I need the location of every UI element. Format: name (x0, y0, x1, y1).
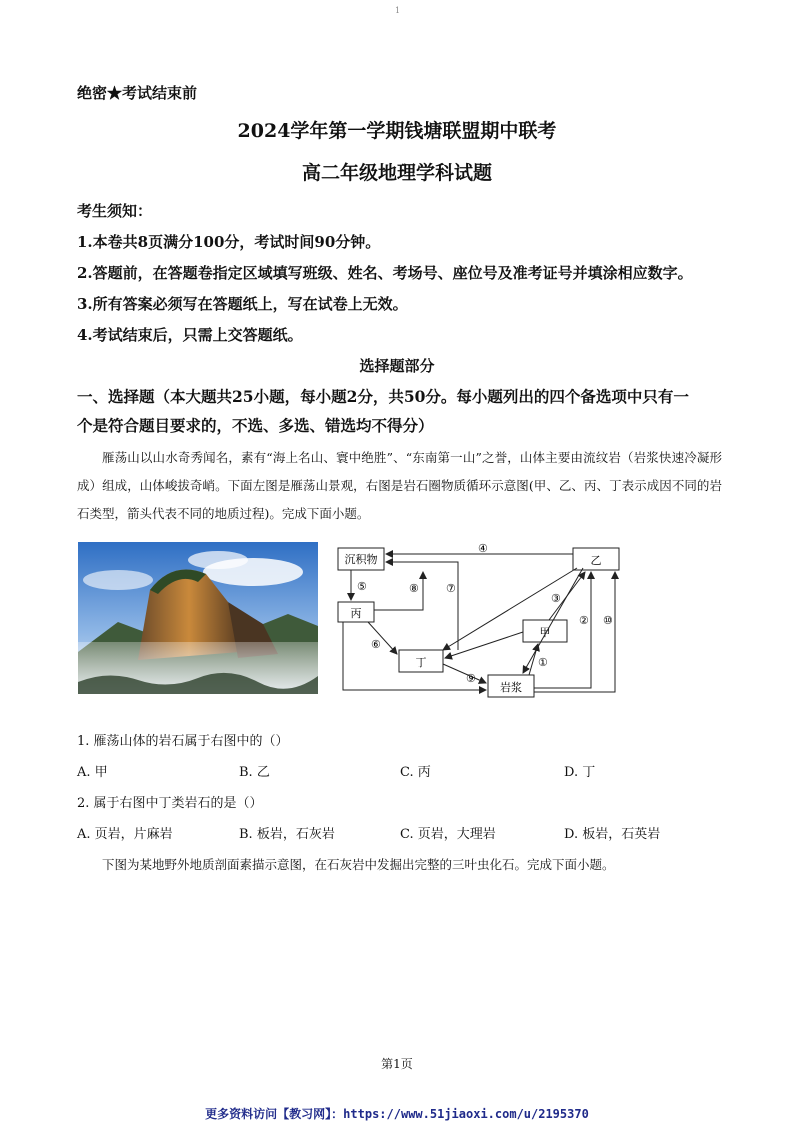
question-1-stem: 1. 雁荡山体的岩石属于右图中的（） (77, 734, 289, 749)
q1-option-a[interactable]: A. 甲 (77, 765, 108, 780)
notice-item: 2.答题前，在答题卷指定区域填写班级、姓名、考场号、座位号及准考证号并填涂相应数字。 (77, 264, 693, 282)
notice-item: 4.考试结束后，只需上交答题纸。 (77, 326, 303, 344)
exam-title: 2024学年第一学期钱塘联盟期中联考 (237, 120, 557, 142)
arrow-label-6: ⑥ (371, 638, 381, 651)
section-heading-line2: 个是符合题目要求的，不选、多选、错选均不得分） (77, 416, 434, 435)
arrow-label-5: ⑤ (357, 580, 367, 593)
arrow-label-10: ⑩ (603, 614, 613, 627)
arrow-label-7: ⑦ (446, 582, 456, 595)
arrow-label-9: ⑨ (466, 672, 476, 685)
arrow-label-3: ③ (551, 592, 561, 605)
rock-cycle-diagram (333, 540, 633, 702)
arrow-label-1: ① (538, 656, 548, 669)
q2-option-a[interactable]: A. 页岩，片麻岩 (77, 827, 173, 842)
box-jia: 甲 (539, 626, 551, 639)
secret-label: 绝密★考试结束前 (77, 84, 198, 102)
exam-subtitle: 高二年级地理学科试题 (301, 162, 492, 184)
notice-heading: 考生须知： (77, 202, 153, 220)
arrow-label-2: ② (579, 614, 589, 627)
box-yi: 乙 (590, 554, 602, 567)
q1-option-b[interactable]: B. 乙 (239, 765, 270, 780)
box-magma: 岩浆 (500, 681, 522, 694)
passage-yandang (77, 444, 722, 528)
notice-item: 3.所有答案必须写在答题纸上，写在试卷上无效。 (77, 295, 408, 313)
question-2-stem: 2. 属于右图中丁类岩石的是（） (77, 796, 263, 811)
footer-link[interactable]: 更多资料访问【教习网】：https://www.51jiaoxi.com/u/2195370 (205, 1107, 589, 1121)
box-sediment: 沉积物 (344, 553, 378, 566)
q2-option-b[interactable]: B. 板岩，石灰岩 (239, 827, 335, 842)
box-bing: 丙 (350, 607, 362, 620)
yandang-mountain-photo (78, 542, 318, 694)
q1-option-c[interactable]: C. 丙 (400, 765, 431, 780)
q1-option-d[interactable]: D. 丁 (564, 765, 596, 780)
arrow-label-8: ⑧ (409, 582, 419, 595)
notice-item: 1.本卷共8页满分100分，考试时间90分钟。 (77, 233, 381, 251)
section-heading-line1: 一、选择题（本大题共25小题，每小题2分，共50分。每小题列出的四个备选项中只有一 (77, 387, 689, 406)
part-title: 选择题部分 (359, 357, 435, 375)
q2-option-c[interactable]: C. 页岩，大理岩 (400, 827, 496, 842)
arrow-label-4: ④ (478, 542, 488, 555)
page-mark: 1 (395, 6, 401, 15)
q2-option-d[interactable]: D. 板岩，石英岩 (564, 827, 661, 842)
box-ding: 丁 (415, 656, 427, 669)
page-number: 第1页 (381, 1057, 413, 1071)
passage-geologic-section: 下图为某地野外地质剖面素描示意图，在石灰岩中发掘出完整的三叶虫化石。完成下面小题。 (102, 857, 615, 872)
passage-text: 雁荡山以山水奇秀闻名，素有“海上名山、寰中绝胜”、“东南第一山”之誉，山体主要由流纹岩（岩浆快速冷凝形成）组成，山体峻拔奇峭。下面左图是雁荡山景观，右图是岩石圈物质循环示意图(甲、乙、丙、丁表示成因不同的岩石类型，箭头代表不同的地质过程)。完成下面小题。 (77, 450, 722, 521)
